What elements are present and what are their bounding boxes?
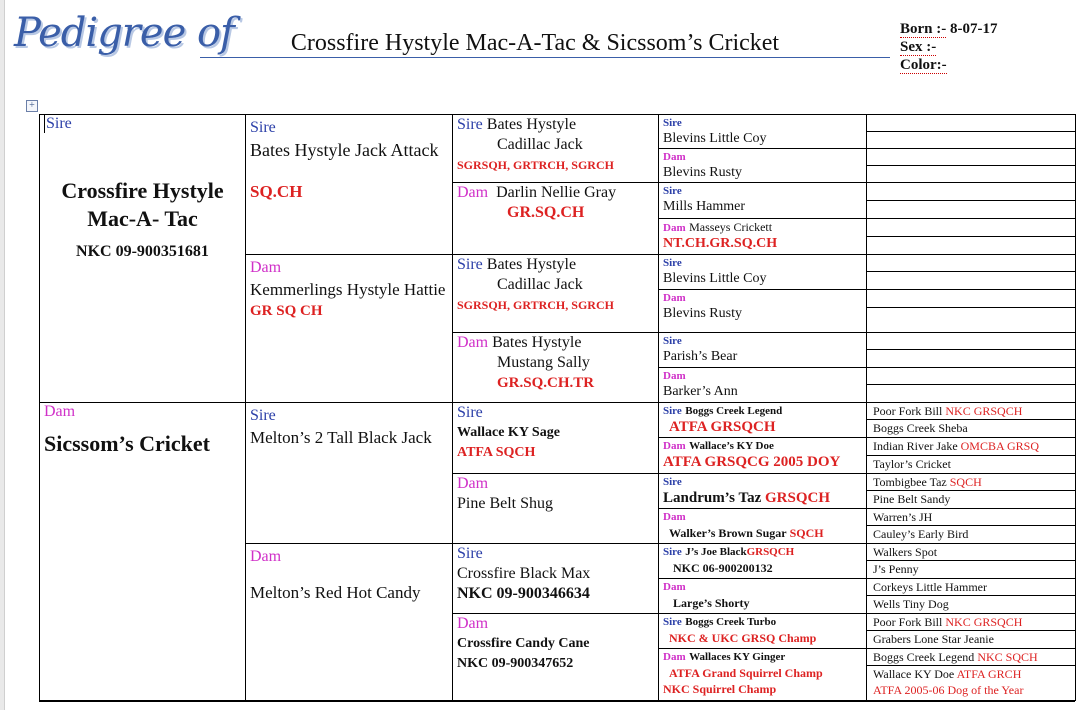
gen5-cell[interactable]	[867, 385, 1076, 403]
sire-label: Sire	[663, 185, 682, 198]
gen5-cell[interactable]: Walkers Spot	[867, 543, 1076, 560]
gen4-p-title2: NKC Squirrel Champ	[663, 682, 777, 697]
gen4-a-name: Blevins Little Coy	[663, 131, 767, 146]
gen4-n-name: Large’s Shorty	[673, 596, 750, 611]
gen4-b-name: Blevins Rusty	[663, 165, 742, 181]
gen5-cell[interactable]: Warren’s JH	[867, 508, 1076, 525]
gen4-k-title: GRSQCH	[764, 489, 830, 506]
born-row	[900, 20, 998, 38]
gen4-a-cell[interactable]	[659, 115, 867, 149]
sex-label: Sex :-	[900, 39, 937, 55]
gen5-cell[interactable]	[867, 201, 1076, 219]
gen4-j-title: ATFA GRSQCG 2005 DOY	[663, 454, 841, 471]
gen5-cell[interactable]: Cauley’s Early Bird	[867, 525, 1076, 543]
gen4-o-name: Boggs Creek Turbo	[685, 616, 777, 629]
color-row	[900, 56, 998, 74]
gen4-i-cell[interactable]	[659, 403, 867, 438]
dam-label: Dam	[250, 547, 282, 565]
gen3-sdd-title: GR.SQ.CH.TR	[497, 374, 595, 391]
dam-label: Dam	[457, 615, 489, 633]
gen5-cell[interactable]	[867, 183, 1076, 201]
dam-label: Dam	[250, 258, 282, 276]
gen5-cell[interactable]: Tombigbee Taz SQCH	[867, 473, 1076, 490]
dam-label: Dam	[663, 440, 686, 453]
gen3-ddd-cell[interactable]	[453, 614, 659, 701]
gen5-cell[interactable]	[867, 307, 1076, 332]
gen5-cell[interactable]: Grabers Lone Star Jeanie	[867, 631, 1076, 649]
gen4-p-title1: ATFA Grand Squirrel Champ	[669, 666, 823, 681]
sire-label: Sire	[663, 256, 682, 269]
sire-label: Sire	[46, 115, 72, 132]
gen5-cell[interactable]	[867, 166, 1076, 183]
title-underline	[200, 57, 890, 58]
gen5-cell[interactable]	[867, 368, 1076, 385]
gen4-h-name: Barker’s Ann	[663, 384, 738, 400]
dog-name-heading: Crossfire Hystyle Mac-A-Tac & Sicssom’s Cricket	[290, 30, 780, 56]
gen4-g-name: Parish’s Bear	[663, 348, 738, 364]
text-cursor	[44, 115, 45, 133]
sire-label: Sire	[663, 117, 682, 129]
gen3-sss-title: SGRSQH, GRTRCH, SGRCH	[457, 158, 614, 172]
gen5-cell[interactable]	[867, 132, 1076, 149]
born-value: 8-07-17	[946, 21, 998, 37]
gen4-l-cell[interactable]	[659, 508, 867, 543]
gen4-c-cell[interactable]	[659, 183, 867, 219]
gen5-cell[interactable]: Wallace KY Doe ATFA GRCH ATFA 2005-06 Dog of the Year	[867, 666, 1076, 701]
gen4-e-name: Blevins Little Coy	[663, 270, 767, 286]
gen2-ss-title: SQ.CH	[250, 182, 303, 201]
gen2-ds-name: Melton’s 2 Tall Black Jack	[250, 428, 432, 448]
dam-label: Dam	[457, 474, 489, 492]
gen5-cell[interactable]	[867, 115, 1076, 132]
gen5-cell[interactable]: Wells Tiny Dog	[867, 596, 1076, 614]
sire-label: Sire	[663, 545, 682, 558]
gen4-m-reg: NKC 06-900200132	[673, 560, 773, 575]
gen5-cell[interactable]: Boggs Creek Sheba	[867, 420, 1076, 438]
pedigree-table	[39, 114, 1076, 701]
sire-label: Sire	[457, 404, 483, 422]
gen5-cell[interactable]: J’s Penny	[867, 561, 1076, 579]
gen4-f-name: Blevins Rusty	[663, 305, 742, 321]
gen2-sire-sire-cell[interactable]	[246, 115, 453, 255]
gen2-sd-title: GR SQ CH	[250, 302, 323, 319]
gen2-dam-sire-cell[interactable]	[246, 403, 453, 544]
gen3-ssd-line1: Darlin Nellie Gray	[496, 184, 617, 202]
gen4-p-name: Wallaces KY Ginger	[689, 651, 786, 664]
dam-label: Dam	[663, 651, 686, 664]
gen1-dam-name: Sicssom’s Cricket	[44, 431, 210, 457]
gen3-sss-line2: Cadillac Jack	[497, 136, 583, 153]
gen5-cell[interactable]: Corkeys Little Hammer	[867, 579, 1076, 596]
gen3-sds-line2: Cadillac Jack	[497, 275, 583, 293]
gen4-c-name: Mills Hammer	[663, 199, 746, 215]
sire-label: Sire	[663, 475, 682, 488]
gen3-ssd-title: GR.SQ.CH	[507, 204, 585, 222]
sire-label: Sire	[457, 116, 483, 133]
gen3-sds-cell[interactable]	[453, 254, 659, 332]
table-move-handle-icon[interactable]: +	[26, 100, 38, 112]
gen5-cell[interactable]: Boggs Creek Legend NKC SQCH	[867, 649, 1076, 666]
gen1-sire-name-line2: Mac-A- Tac	[87, 206, 198, 232]
sire-label: Sire	[663, 334, 682, 347]
sire-label: Sire	[250, 119, 276, 136]
table-bottom-border	[39, 701, 1075, 702]
gen4-d-cell[interactable]	[659, 219, 867, 254]
sex-row	[900, 38, 998, 56]
gen3-dsd-name: Pine Belt Shug	[457, 494, 554, 512]
dam-label: Dam	[457, 333, 489, 351]
dam-label: Dam	[457, 184, 489, 202]
dam-label: Dam	[663, 581, 686, 594]
gen1-dam-cell[interactable]	[40, 403, 246, 701]
gen3-dds-reg: NKC 09-900346634	[457, 584, 590, 602]
gen4-k-cell[interactable]	[659, 473, 867, 508]
gen2-dd-name: Melton’s Red Hot Candy	[250, 582, 421, 602]
gen1-sire-reg: NKC 09-900351681	[76, 243, 209, 261]
gen3-sds-title: SGRSQH, GRTRCH, SGRCH	[457, 297, 614, 312]
gen4-m-cell[interactable]	[659, 543, 867, 578]
gen3-dss-title: ATFA SQCH	[457, 445, 536, 461]
gen3-ddd-name: Crossfire Candy Cane	[457, 636, 590, 652]
dog-info-block	[900, 20, 998, 74]
gen5-cell[interactable]	[867, 289, 1076, 307]
gen5-cell[interactable]	[867, 219, 1076, 236]
gen5-cell[interactable]	[867, 149, 1076, 166]
gen2-ss-name: Bates Hystyle Jack Attack	[250, 140, 439, 160]
gen3-sdd-line2: Mustang Sally	[497, 353, 590, 371]
gen3-dss-cell[interactable]	[453, 403, 659, 473]
sire-label: Sire	[250, 407, 276, 425]
dam-label: Dam	[663, 370, 686, 383]
gen3-dds-cell[interactable]	[453, 543, 659, 613]
gen2-sire-dam-cell[interactable]	[246, 254, 453, 403]
sire-label: Sire	[663, 405, 682, 418]
gen5-cell[interactable]	[867, 350, 1076, 368]
gen2-sd-name: Kemmerlings Hystyle Hattie	[250, 279, 446, 299]
gen1-sire-cell[interactable]	[40, 115, 246, 403]
gen3-sss-cell[interactable]	[453, 115, 659, 183]
gen4-d-name: Masseys Crickett	[689, 220, 773, 235]
gen3-ssd-cell[interactable]	[453, 183, 659, 254]
gen5-cell[interactable]	[867, 254, 1076, 271]
gen3-sss-line1: Bates Hystyle	[486, 116, 577, 133]
gen3-dsd-cell[interactable]	[453, 473, 659, 543]
dam-label: Dam	[44, 403, 76, 421]
document-left-edge	[0, 0, 5, 710]
gen5-cell[interactable]: Poor Fork Bill NKC GRSQCH	[867, 403, 1076, 420]
sire-label: Sire	[457, 255, 483, 273]
gen5-cell[interactable]	[867, 236, 1076, 254]
gen4-e-cell[interactable]	[659, 254, 867, 289]
pedigree-title: Pedigree of	[14, 10, 234, 56]
gen5-cell[interactable]	[867, 271, 1076, 289]
gen4-m-name: J’s Joe Black	[685, 545, 747, 558]
gen5-cell[interactable]: Indian River Jake OMCBA GRSQ	[867, 438, 1076, 455]
gen4-d-title: NT.CH.GR.SQ.CH	[663, 236, 778, 252]
color-label: Color:-	[900, 57, 947, 73]
gen2-dam-dam-cell[interactable]	[246, 543, 453, 700]
gen4-m-title: GRSQCH	[746, 545, 795, 558]
gen4-p-cell[interactable]	[659, 649, 867, 701]
gen4-b-cell[interactable]	[659, 149, 867, 183]
gen4-l-name: Walker’s Brown Sugar	[669, 525, 787, 540]
gen5-cell[interactable]: Taylor’s Cricket	[867, 455, 1076, 473]
gen4-n-cell[interactable]	[659, 579, 867, 614]
gen1-sire-name-line1: Crossfire Hystyle	[61, 178, 224, 204]
gen3-sdd-line1: Bates Hystyle	[492, 333, 582, 351]
sire-label: Sire	[457, 544, 483, 562]
gen4-i-name: Boggs Creek Legend	[685, 405, 783, 418]
gen3-dds-name: Crossfire Black Max	[457, 564, 591, 582]
gen4-g-cell[interactable]	[659, 332, 867, 367]
gen4-k-name: Landrum’s Taz	[663, 489, 762, 506]
gen5-cell[interactable]	[867, 332, 1076, 349]
gen3-sdd-cell[interactable]	[453, 332, 659, 402]
gen3-ddd-reg: NKC 09-900347652	[457, 656, 574, 672]
gen4-o-title: NKC & UKC GRSQ Champ	[669, 631, 817, 646]
gen4-h-cell[interactable]	[659, 368, 867, 403]
gen4-j-cell[interactable]	[659, 438, 867, 473]
dam-label: Dam	[663, 222, 686, 235]
gen5-cell[interactable]: Pine Belt Sandy	[867, 490, 1076, 508]
gen3-sds-line1: Bates Hystyle	[486, 255, 577, 273]
sire-label: Sire	[663, 616, 682, 629]
born-label: Born :-	[900, 21, 947, 37]
dam-label: Dam	[663, 510, 686, 523]
gen4-o-cell[interactable]	[659, 614, 867, 649]
dam-label: Dam	[663, 151, 686, 164]
gen4-i-title: ATFA GRSQCH	[669, 419, 776, 436]
gen3-dss-name: Wallace KY Sage	[457, 425, 560, 441]
dam-label: Dam	[663, 291, 686, 304]
gen4-l-title: SQCH	[789, 525, 824, 540]
gen4-f-cell[interactable]	[659, 289, 867, 332]
gen4-j-name: Wallace’s KY Doe	[689, 440, 774, 453]
gen5-cell[interactable]: Poor Fork Bill NKC GRSQCH	[867, 614, 1076, 631]
